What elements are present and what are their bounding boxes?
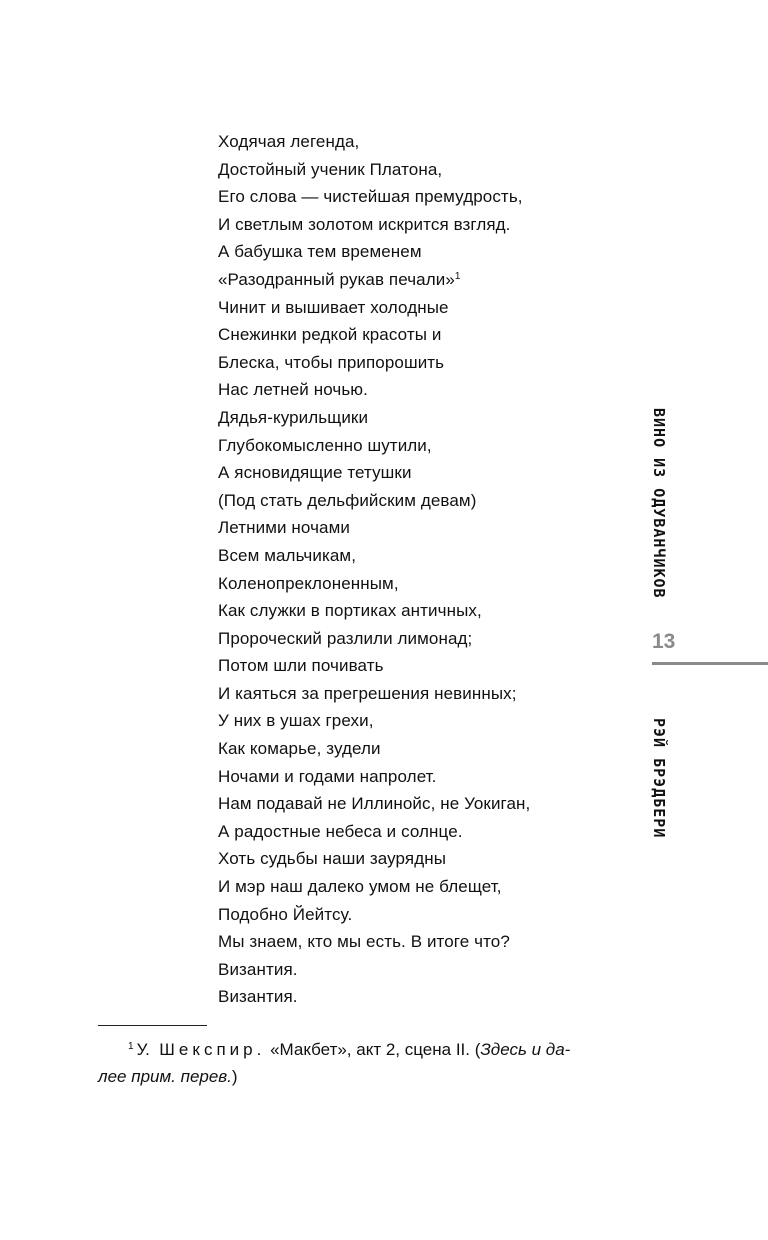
footnote-work: «Макбет», акт 2, сцена II. (	[270, 1040, 481, 1059]
poem-line: (Под стать дельфийским девам)	[218, 490, 477, 510]
poem-line: Коленопреклоненным,	[218, 573, 399, 593]
poem-line: Летними ночами	[218, 518, 350, 538]
poem-line: Подобно Йейтсу.	[218, 904, 353, 924]
page-number: 13	[652, 630, 676, 653]
poem-line: А ясновидящие тетушки	[218, 463, 412, 483]
footnote-line-2	[98, 1063, 618, 1090]
poem-line-text: «Разодранный рукав печали»	[218, 269, 455, 289]
poem-line: А радостные небеса и солнце.	[218, 821, 463, 841]
poem-line: Византия.	[218, 959, 298, 979]
poem-line: Хоть судьбы наши заурядны	[218, 849, 447, 869]
poem-line: А бабушка тем временем	[218, 242, 422, 262]
poem-line: Мы знаем, кто мы есть. В итоге что?	[218, 932, 510, 952]
page-number-rule	[652, 662, 768, 665]
poem-line: Потом шли почивать	[218, 656, 384, 676]
poem-line-with-footnote	[218, 266, 530, 294]
poem-line: Нам подавай не Иллинойс, не Уокиган,	[218, 794, 531, 814]
poem-line: Всем мальчикам,	[218, 545, 357, 565]
poem-line: Нас летней ночью.	[218, 380, 368, 400]
poem-line: Глубокомысленно шутили,	[218, 435, 432, 455]
footnote-author-surname: Шекспир.	[159, 1040, 266, 1059]
poem	[218, 128, 530, 1011]
footnote-closing: )	[231, 1067, 238, 1086]
poem-line: Византия.	[218, 987, 298, 1007]
footnote-note-part-2: лее прим. перев.	[98, 1067, 232, 1086]
running-head-author: РЭЙ БРЭДБЕРИ	[650, 718, 668, 839]
footnote-reference[interactable]: 1	[454, 270, 461, 282]
footnote-marker: 1	[128, 1041, 134, 1052]
footnote-divider	[98, 1025, 207, 1026]
poem-line: Дядья-курильщики	[218, 407, 369, 427]
poem-line: Пророческий разлили лимонад;	[218, 628, 473, 648]
poem-line: Ходячая легенда,	[218, 132, 360, 151]
poem-line: Чинит и вышивает холодные	[218, 297, 449, 317]
footnote	[98, 1036, 618, 1090]
poem-line: И каяться за прегрешения невинных;	[218, 683, 517, 703]
poem-line: У них в ушах грехи,	[218, 711, 374, 731]
poem-line: И светлым золотом искрится взгляд.	[218, 214, 511, 234]
poem-line: Как служки в портиках античных,	[218, 601, 482, 621]
poem-line: Достойный ученик Платона,	[218, 159, 443, 179]
footnote-author-initial: У.	[136, 1040, 150, 1059]
poem-line: Блеска, чтобы припорошить	[218, 352, 445, 372]
footnote-note-part-1: Здесь и да-	[480, 1040, 571, 1059]
running-head-book-title: ВИНО ИЗ ОДУВАНЧИКОВ	[650, 408, 668, 599]
poem-line: И мэр наш далеко умом не блещет,	[218, 877, 502, 897]
poem-line: Как комарье, зудели	[218, 739, 381, 759]
poem-line: Его слова — чистейшая премудрость,	[218, 187, 523, 207]
poem-line: Снежинки редкой красоты и	[218, 325, 442, 345]
poem-line: Ночами и годами напролет.	[218, 766, 437, 786]
footnote-line-1	[98, 1036, 618, 1063]
